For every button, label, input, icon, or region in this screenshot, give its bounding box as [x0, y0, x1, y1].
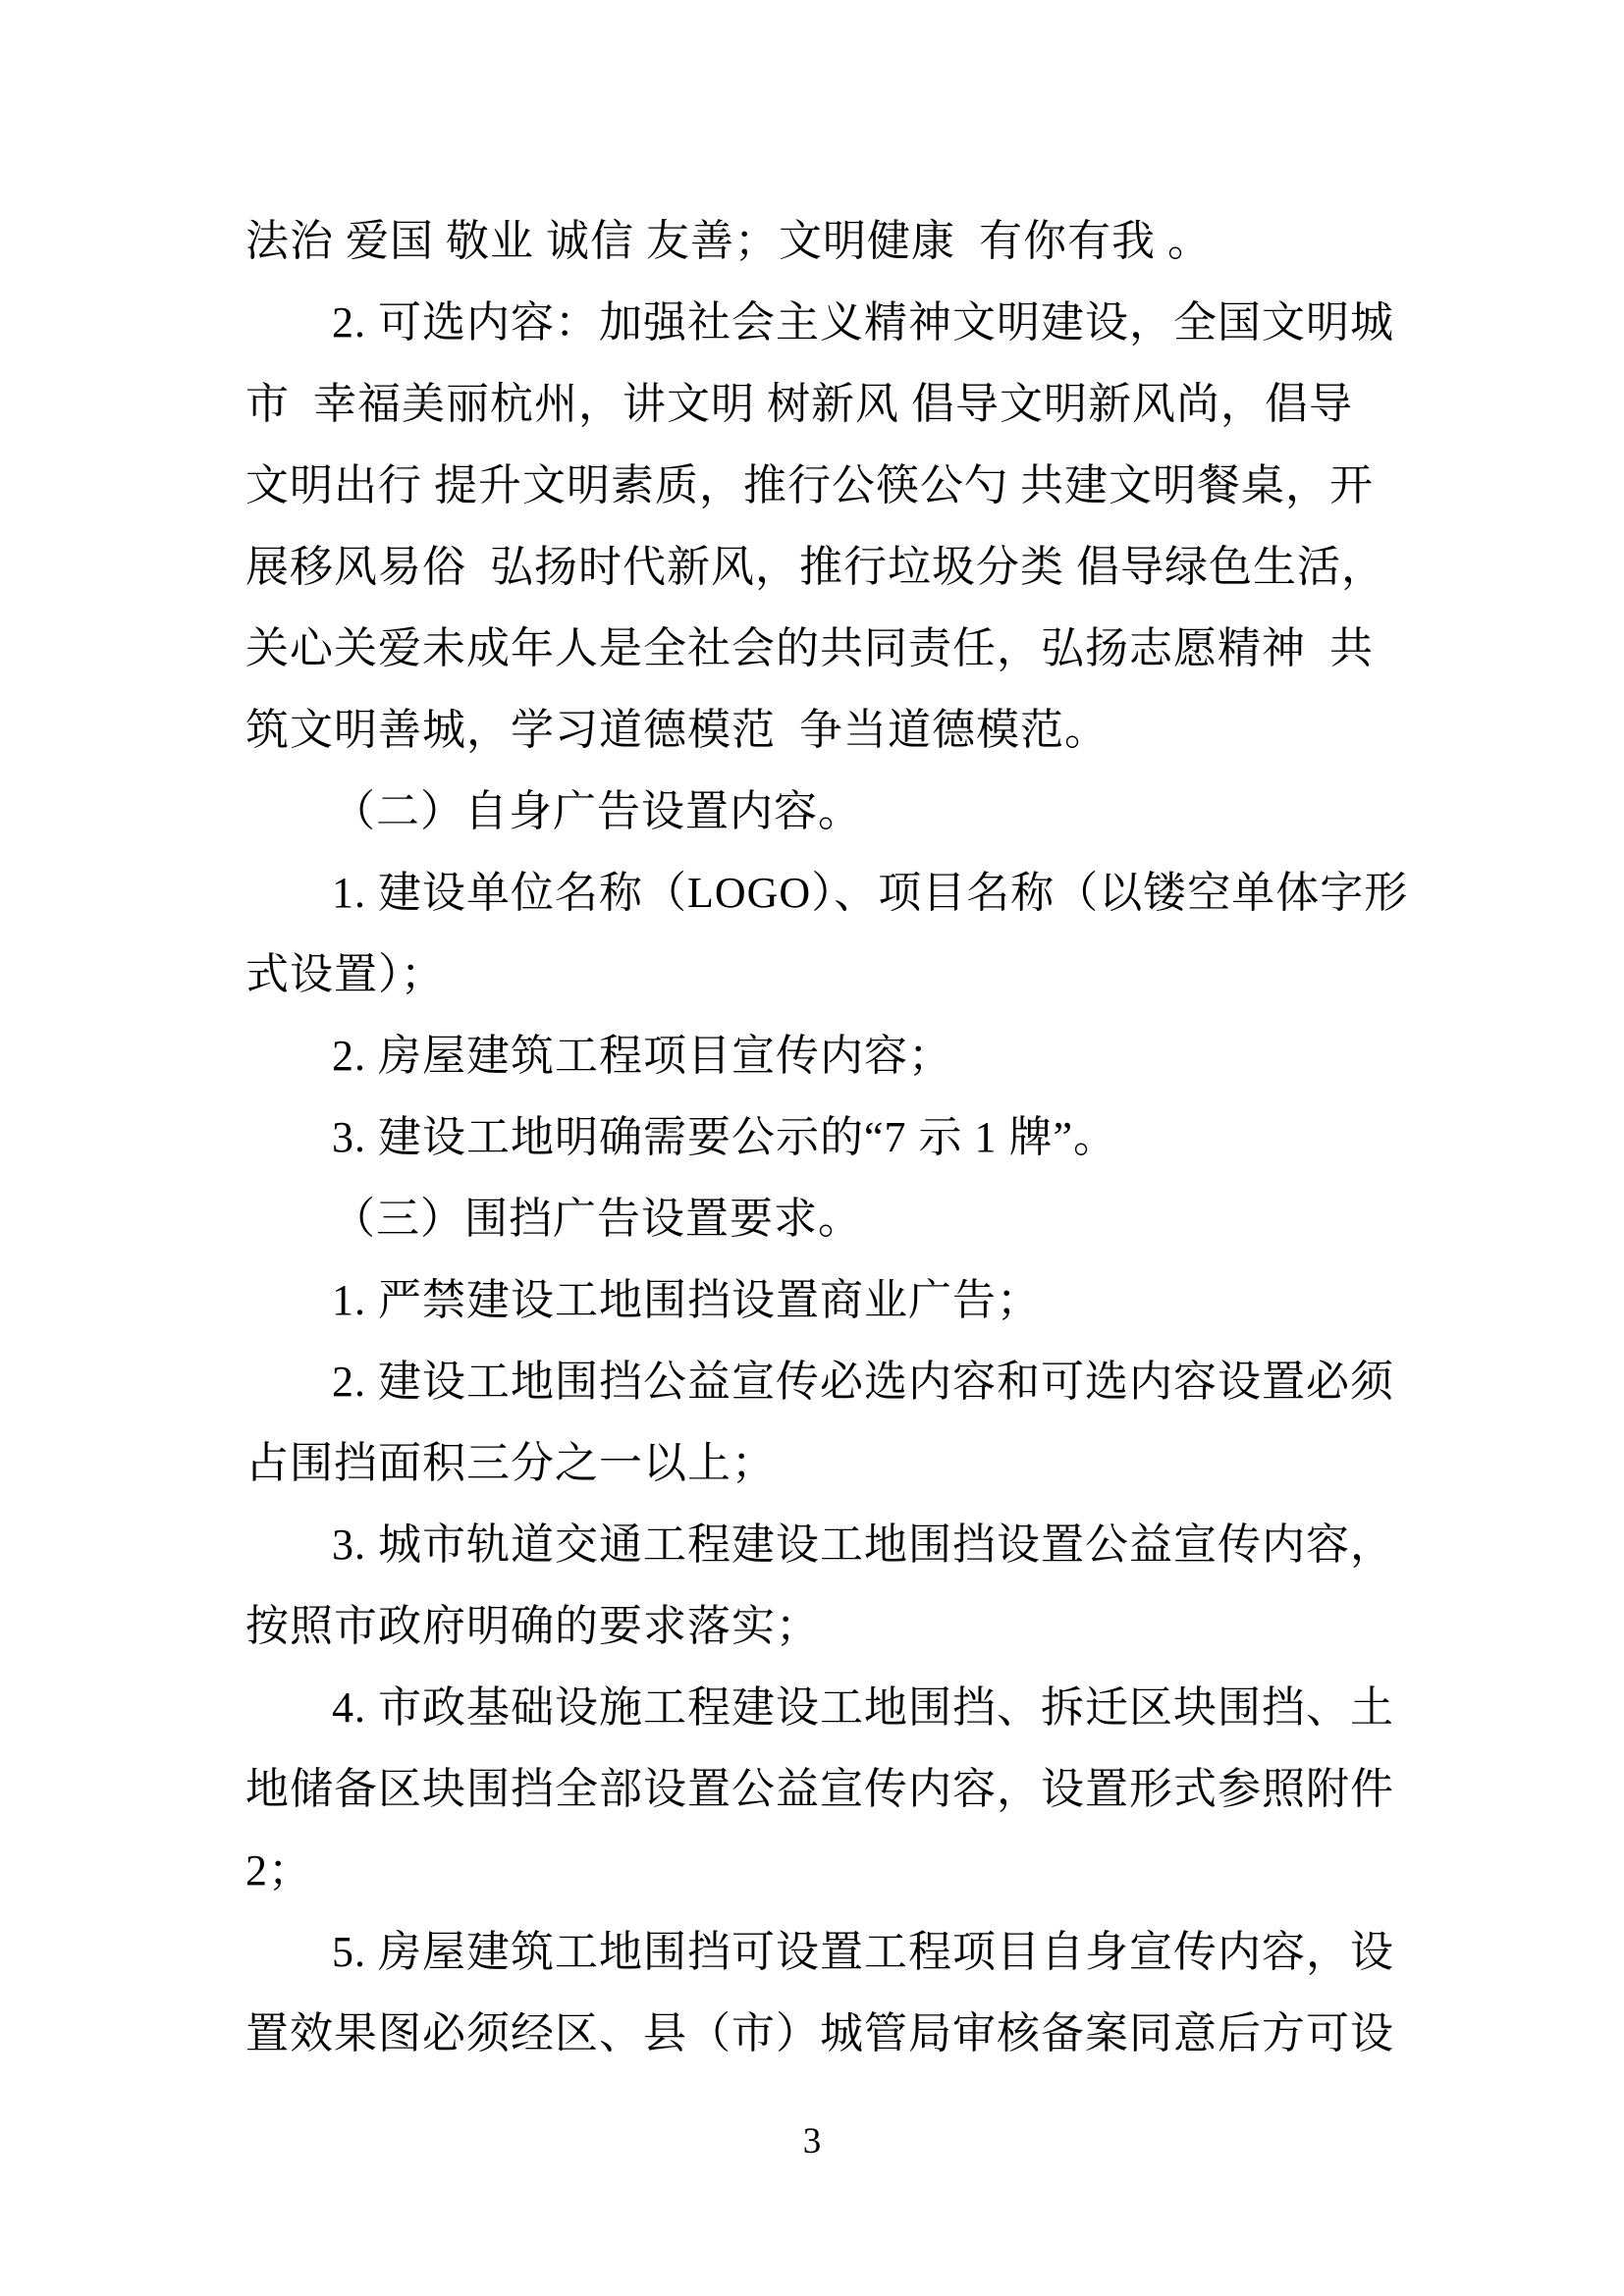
text-line: （三）围挡广告设置要求。	[332, 1195, 862, 1243]
text-line: 5. 房屋建筑工地围挡可设置工程项目自身宣传内容，设	[332, 1928, 1394, 1976]
text-line: 市 幸福美丽杭州，讲文明 树新风 倡导文明新风尚，倡导	[245, 380, 1353, 428]
text-line: 3. 城市轨道交通工程建设工地围挡设置公益宣传内容，	[332, 1521, 1394, 1569]
text-line: 1. 建设单位名称（LOGO）、项目名称（以镂空单体字形	[332, 869, 1409, 917]
text-line: 式设置）；	[245, 950, 445, 998]
text-line: （二）自身广告设置内容。	[332, 787, 862, 835]
text-line: 2；	[245, 1846, 312, 1895]
text-line: 关心关爱未成年人是全社会的共同责任，弘扬志愿精神 共	[245, 624, 1374, 672]
text-line: 地储备区块围挡全部设置公益宣传内容，设置形式参照附件	[245, 1765, 1394, 1813]
text-line: 筑文明善城，学习道德模范 争当道德模范。	[245, 706, 1109, 754]
text-line: 1. 严禁建设工地围挡设置商业广告；	[332, 1276, 1041, 1324]
text-line: 文明出行 提升文明素质，推行公筷公勺 共建文明餐桌，开	[245, 461, 1374, 509]
text-line: 3. 建设工地明确需要公示的“7 示 1 牌”。	[332, 1113, 1118, 1161]
text-line: 按照市政府明确的要求落实；	[245, 1602, 820, 1650]
page-number: 3	[802, 2121, 822, 2162]
text-line: 置效果图必须经区、县（市）城管局审核备案同意后方可设	[245, 2009, 1394, 2057]
text-line: 2. 可选内容：加强社会主义精神文明建设，全国文明城	[332, 298, 1394, 347]
document-body	[245, 200, 1409, 2074]
text-line: 4. 市政基础设施工程建设工地围挡、拆迁区块围挡、土	[332, 1683, 1394, 1732]
text-line: 2. 房屋建筑工程项目宣传内容；	[332, 1032, 952, 1080]
text-line: 法治 爱国 敬业 诚信 友善；文明健康 有你有我 。	[245, 217, 1212, 265]
text-line: 2. 建设工地围挡公益宣传必选内容和可选内容设置必须	[332, 1358, 1394, 1406]
text-line: 占围挡面积三分之一以上；	[245, 1439, 776, 1487]
text-line: 展移风易俗 弘扬时代新风，推行垃圾分类 倡导绿色生活，	[245, 543, 1385, 591]
